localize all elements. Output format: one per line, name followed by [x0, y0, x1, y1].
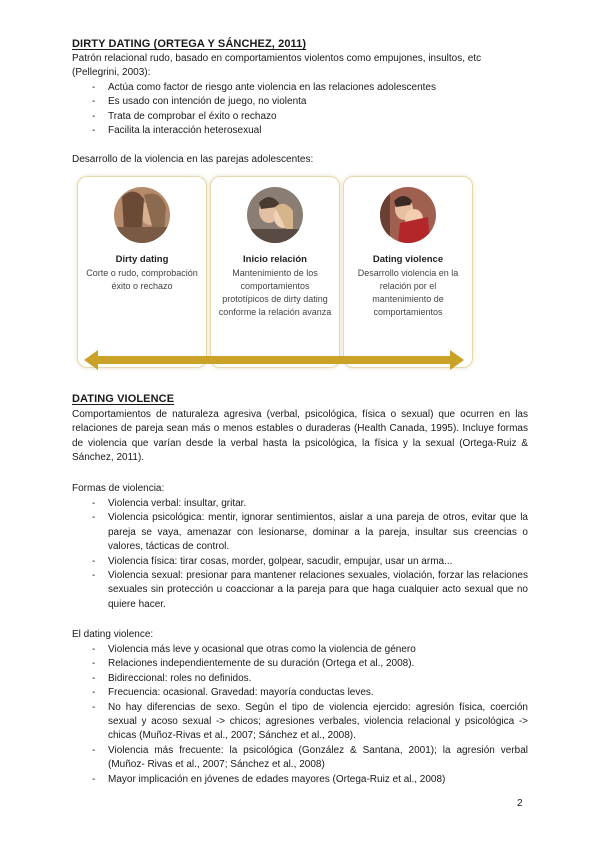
card-description: Desarrollo violencia en la relación por el mantenimiento de comportamientos	[357, 268, 459, 317]
section-title-dirty-dating: DIRTY DATING (ORTEGA Y SÁNCHEZ, 2011)	[72, 38, 307, 50]
list-item: - Violencia sexual: presionar para mantener relaciones sexuales, violación, forzar las relaciones sexuales sin protección u coaccionar a la pareja para que haga cualquier acto sexual que no quiere hacer.	[72, 569, 528, 612]
dirty-dating-intro	[72, 52, 528, 81]
intro-line-2: (Pellegrini, 2003):	[72, 67, 151, 79]
list-item: - Trata de comprobar el éxito o rechazo	[72, 110, 528, 124]
forms-list	[72, 497, 528, 612]
list-item: - Violencia psicológica: mentir, ignorar sentimientos, aislar a una pareja de otros, evitar que la pareja se vaya, amenazar con lesionarse, dominar a la pareja, insultar sus creencias o valores, tácticas de control.	[72, 511, 528, 554]
card-inicio-relacion	[210, 176, 340, 368]
card-title: Dating violence	[372, 254, 444, 265]
dirty-dating-bullets	[72, 81, 528, 139]
list-item: - No hay diferencias de sexo. Según el tipo de violencia ejercido: agresión física, coerción sexual y acoso sexual -> chicos; agresiones verbales, violencia relacional y psicológica -> chicas (Muñoz-Rivas et al., 2007; Sánchez et al., 2008).	[72, 701, 528, 744]
list-item: - Violencia más frecuente: la psicológica (González & Santana, 2001); la agresión verbal (Muñoz- Rivas et al., 2007; Sánchez et al., 2008)	[72, 744, 528, 773]
list-item: - Violencia verbal: insultar, gritar.	[72, 497, 528, 511]
list-item: - Frecuencia: ocasional. Gravedad: mayoría conductas leves.	[72, 686, 528, 700]
card-description: Mantenimiento de los comportamientos prototípicos de dirty dating conforme la relación avanza	[218, 268, 332, 317]
section-title-dating-violence: DATING VIOLENCE	[72, 393, 175, 405]
forms-heading: Formas de violencia:	[72, 483, 165, 494]
dating-violence-paragraph: Comportamientos de naturaleza agresiva (verbal, psicológica, física o sexual) que ocurren en las relaciones de pareja sean más o menos estables o duraderas (Health Canada, 1995). Incluye formas de violencia que varían desde la verbal hasta la psicológica, la física y la sexual (Ortega-Ruiz & Sánchez, 2011).	[72, 409, 528, 464]
intro-line-1: Patrón relacional rudo, basado en comportamientos violentos como empujones, insultos, etc	[72, 53, 482, 64]
card-description: Corte o rudo, comprobación éxito o rechazo	[86, 268, 198, 291]
page-number: 2	[517, 798, 523, 809]
diagram-caption: Desarrollo de la violencia en las parejas adolescentes:	[72, 154, 314, 165]
list-item: - Facilita la interacción heterosexual	[72, 124, 528, 138]
list-item: - Violencia más leve y ocasional que otras como la violencia de género	[72, 643, 528, 657]
couple-photo-2	[247, 187, 303, 243]
double-arrow-icon	[84, 348, 464, 372]
list-item: - Bidireccional: roles no definidos.	[72, 672, 528, 686]
card-title: Dirty dating	[115, 254, 169, 265]
card-dirty-dating	[77, 176, 207, 368]
list-item: - Mayor implicación en jóvenes de edades mayores (Ortega-Ruiz et al., 2008)	[72, 773, 528, 787]
couple-photo-3	[380, 187, 436, 243]
card-dating-violence	[343, 176, 473, 368]
dv-heading: El dating violence:	[72, 629, 154, 640]
list-item: - Violencia física: tirar cosas, morder, golpear, sacudir, empujar, usar un arma...	[72, 555, 528, 569]
list-item: - Es usado con intención de juego, no violenta	[72, 95, 528, 109]
card-title: Inicio relación	[243, 254, 307, 265]
couple-photo-1	[114, 187, 170, 243]
dv-list	[72, 643, 528, 787]
list-item: - Relaciones independientemente de su duración (Ortega et al., 2008).	[72, 657, 528, 671]
list-item: - Actúa como factor de riesgo ante violencia en las relaciones adolescentes	[72, 81, 528, 95]
